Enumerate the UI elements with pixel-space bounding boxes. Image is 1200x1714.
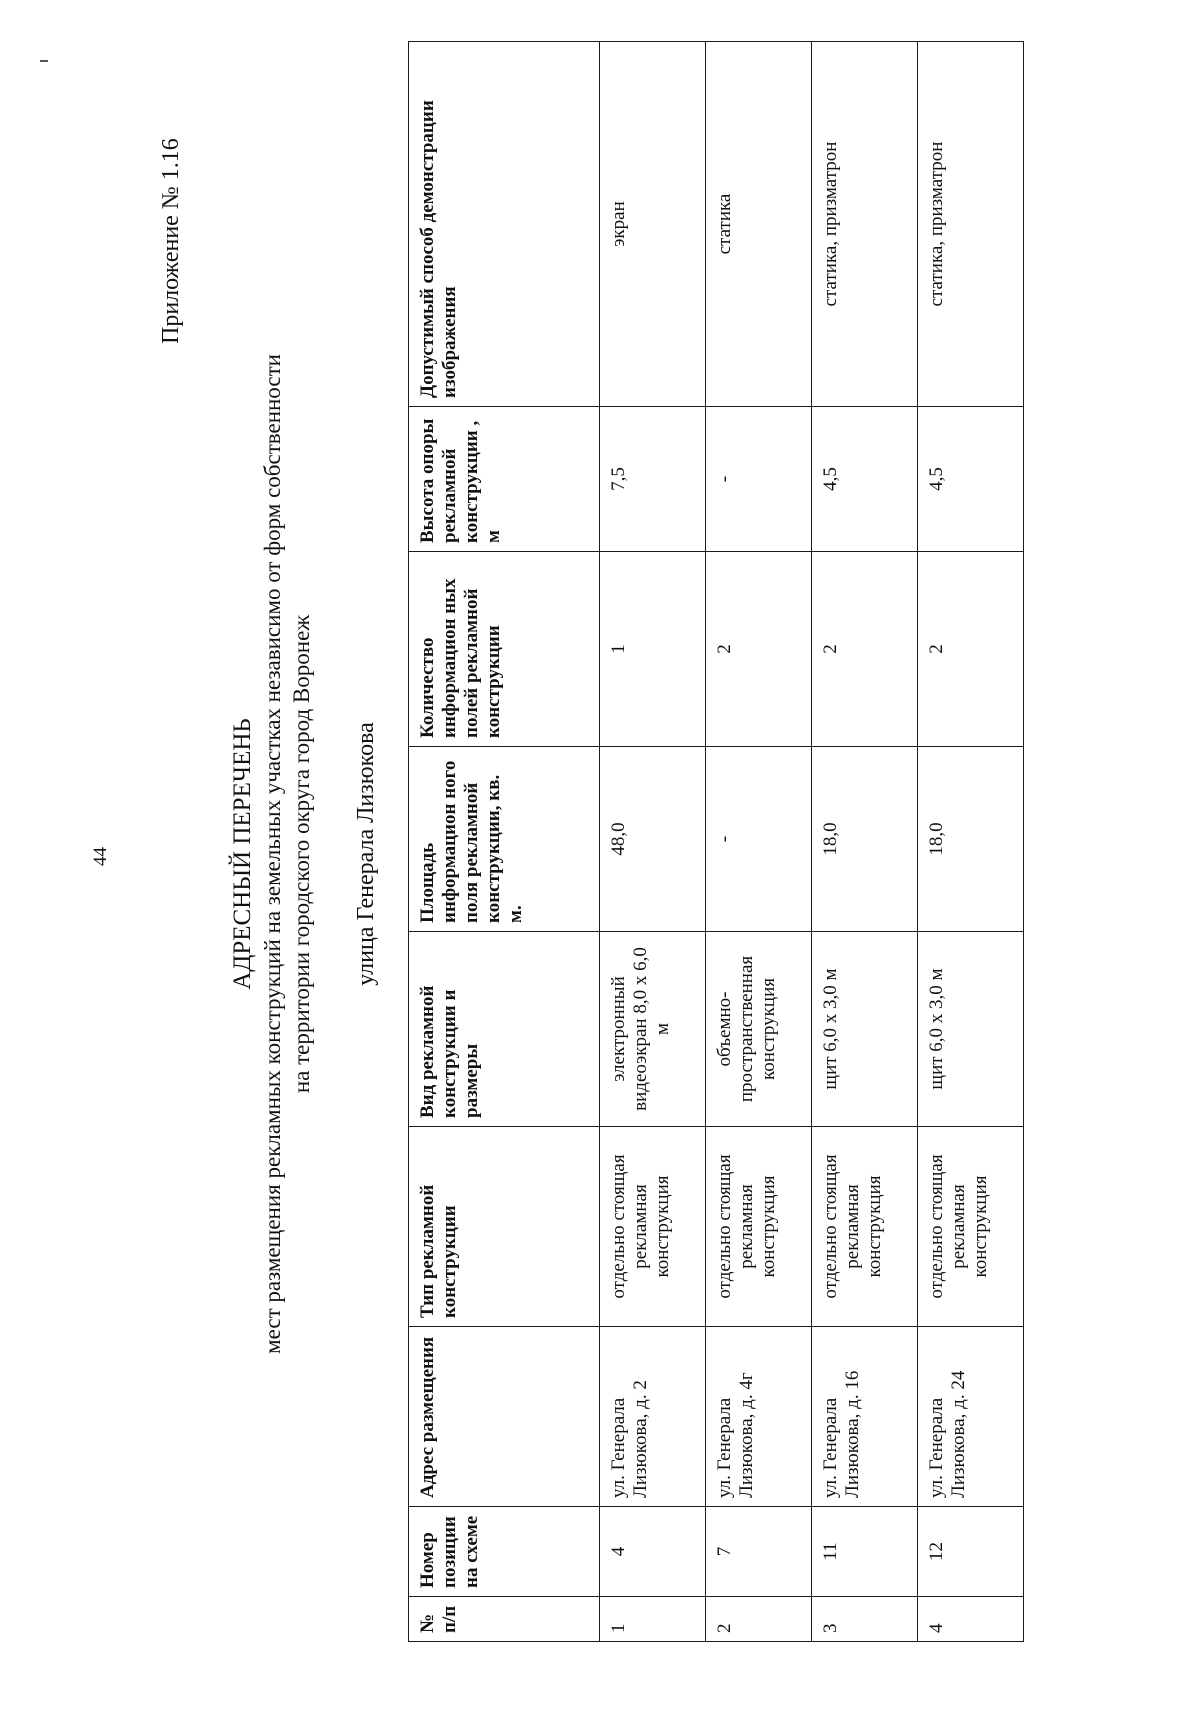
cell-display-method: экран xyxy=(600,42,706,407)
cell-height: 7,5 xyxy=(600,407,706,552)
title-block xyxy=(228,174,316,1534)
cell-type: отдельно стоящая рекламная конструкция xyxy=(706,1127,812,1327)
cell-height: - xyxy=(706,407,812,552)
cell-type: отдельно стоящая рекламная конструкция xyxy=(918,1127,1024,1327)
header-position: Номер позиции на схеме xyxy=(409,1507,600,1597)
placement-table xyxy=(408,41,1024,1642)
cell-kind-size: электронный видеоэкран 8,0 х 6,0 м xyxy=(600,932,706,1127)
header-kind-size: Вид рекламной конструкции и размеры xyxy=(409,932,600,1127)
table-row xyxy=(918,42,1024,1642)
cell-area: - xyxy=(706,747,812,932)
document-subtitle-line-2: на территории городского округа город Воронеж xyxy=(289,614,314,1094)
cell-index: 2 xyxy=(706,1597,812,1642)
cell-position: 7 xyxy=(706,1507,812,1597)
cell-field-count: 1 xyxy=(600,552,706,747)
cell-type: отдельно стоящая рекламная конструкция xyxy=(812,1127,918,1327)
cell-height: 4,5 xyxy=(812,407,918,552)
table-row xyxy=(600,42,706,1642)
table-header-row xyxy=(409,42,600,1642)
header-address: Адрес размещения xyxy=(409,1327,600,1507)
cell-field-count: 2 xyxy=(812,552,918,747)
cell-display-method: статика, призматрон xyxy=(918,42,1024,407)
cell-kind-size: объемно-пространственная конструкция xyxy=(706,932,812,1127)
cell-address: ул. Генерала Лизюкова, д. 2 xyxy=(600,1327,706,1507)
cell-index: 4 xyxy=(918,1597,1024,1642)
table-row xyxy=(812,42,918,1642)
document-title: АДРЕСНЫЙ ПЕРЕЧЕНЬ xyxy=(229,718,256,990)
header-field-count: Количество информацион ных полей рекламной конструкции xyxy=(409,552,600,747)
cell-field-count: 2 xyxy=(918,552,1024,747)
page-number: 44 xyxy=(90,847,111,866)
cell-index: 1 xyxy=(600,1597,706,1642)
table-row xyxy=(706,42,812,1642)
cell-position: 11 xyxy=(812,1507,918,1597)
cell-position: 12 xyxy=(918,1507,1024,1597)
cell-index: 3 xyxy=(812,1597,918,1642)
cell-height: 4,5 xyxy=(918,407,1024,552)
cell-display-method: статика, призматрон xyxy=(812,42,918,407)
cell-address: ул. Генерала Лизюкова, д. 4г xyxy=(706,1327,812,1507)
cell-address: ул. Генерала Лизюкова, д. 24 xyxy=(918,1327,1024,1507)
cell-position: 4 xyxy=(600,1507,706,1597)
cell-kind-size: щит 6,0 х 3,0 м xyxy=(918,932,1024,1127)
header-area: Площадь информацион ного поля рекламной конструкции, кв. м. xyxy=(409,747,600,932)
cell-address: ул. Генерала Лизюкова, д. 16 xyxy=(812,1327,918,1507)
appendix-label: Приложение № 1.16 xyxy=(158,138,184,344)
cell-field-count: 2 xyxy=(706,552,812,747)
cell-display-method: статика xyxy=(706,42,812,407)
cell-type: отдельно стоящая рекламная конструкция xyxy=(600,1127,706,1327)
header-display-method: Допустимый способ демонстрации изображения xyxy=(409,42,600,407)
cell-area: 18,0 xyxy=(918,747,1024,932)
header-type: Тип рекламной конструкции xyxy=(409,1127,600,1327)
cell-area: 18,0 xyxy=(812,747,918,932)
header-height: Высота опоры рекламной конструкции , м xyxy=(409,407,600,552)
header-index: № п/п xyxy=(409,1597,600,1642)
cell-kind-size: щит 6,0 х 3,0 м xyxy=(812,932,918,1127)
cell-area: 48,0 xyxy=(600,747,706,932)
street-heading: улица Генерала Лизюкова xyxy=(353,722,379,986)
document-subtitle-line-1: мест размещения рекламных конструкций на земельных участках независимо от форм собственности xyxy=(260,354,285,1354)
